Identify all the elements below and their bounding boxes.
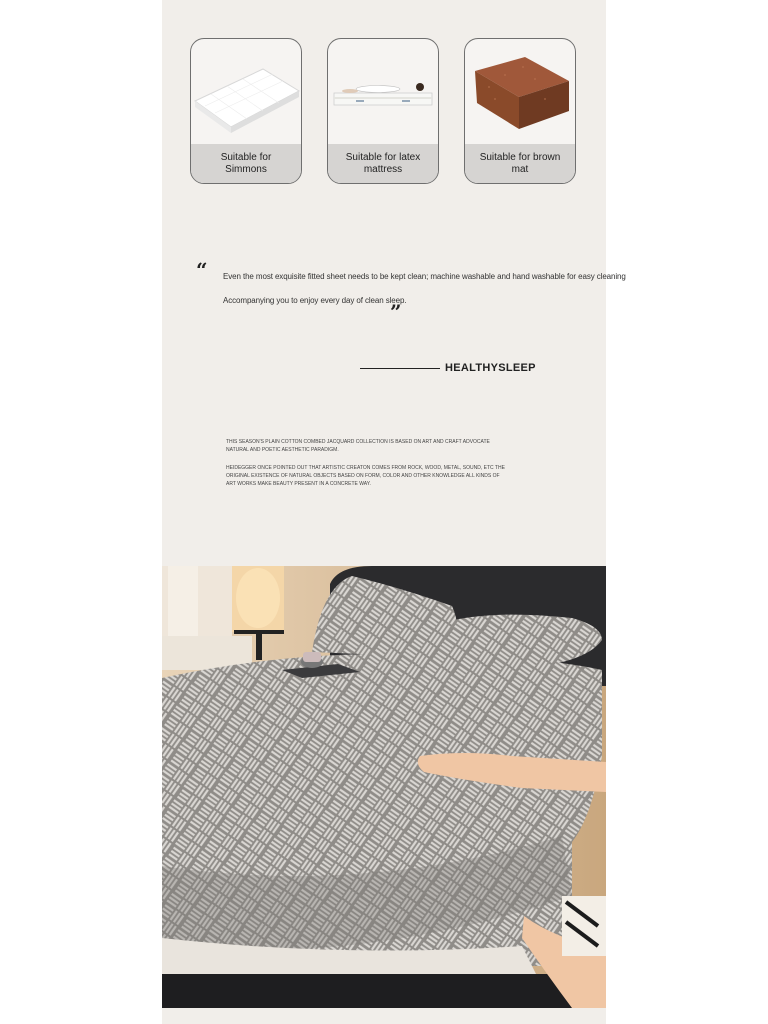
- quote-open-mark: “: [196, 258, 208, 282]
- bottom-strip: [162, 1008, 606, 1024]
- card-latex: [327, 38, 439, 184]
- brand-divider: [360, 368, 440, 369]
- card-brown-mat: [464, 38, 576, 184]
- white-mattress-image: [191, 39, 301, 144]
- brand-title: HEALTHYSLEEP: [445, 362, 536, 374]
- coir-mat-image: [465, 39, 575, 144]
- description-paragraph: HEIDEGGER ONCE POINTED OUT THAT ARTISTIC CREATON COMES FROM ROCK, WOOD, METAL, SOUND, ETC THE ORIGINAL EXISTENCE OF NATURAL OBJECTS BASED ON FORM, COLOR AND OTHER KNOWLEDGE ALL KINDS OF ART WORKS MAKE BEAUTY PRESENT IN A CONCRETE WAY.: [226, 465, 505, 487]
- bed-fitted-sheet-photo: [162, 566, 606, 1008]
- card-caption: Suitable for brown mat: [465, 144, 575, 183]
- quote-close-mark: ”: [390, 300, 402, 324]
- card-caption: Suitable for latex mattress: [328, 144, 438, 183]
- card-simmons: [190, 38, 302, 184]
- quote-line-2: Accompanying you to enjoy every day of clean sleep.: [223, 296, 407, 305]
- card-caption: Suitable for Simmons: [191, 144, 301, 183]
- latex-mattress-image: [328, 39, 438, 144]
- description-paragraph: THIS SEASON'S PLAIN COTTON COMBED JACQUARD COLLECTION IS BASED ON ART AND CRAFT ADVOCATE NATURAL AND POETIC AESTHETIC PARADIGM.: [226, 439, 490, 453]
- quote-line-1: Even the most exquisite fitted sheet needs to be kept clean; machine washable and hand washable for easy cleaning: [223, 272, 626, 281]
